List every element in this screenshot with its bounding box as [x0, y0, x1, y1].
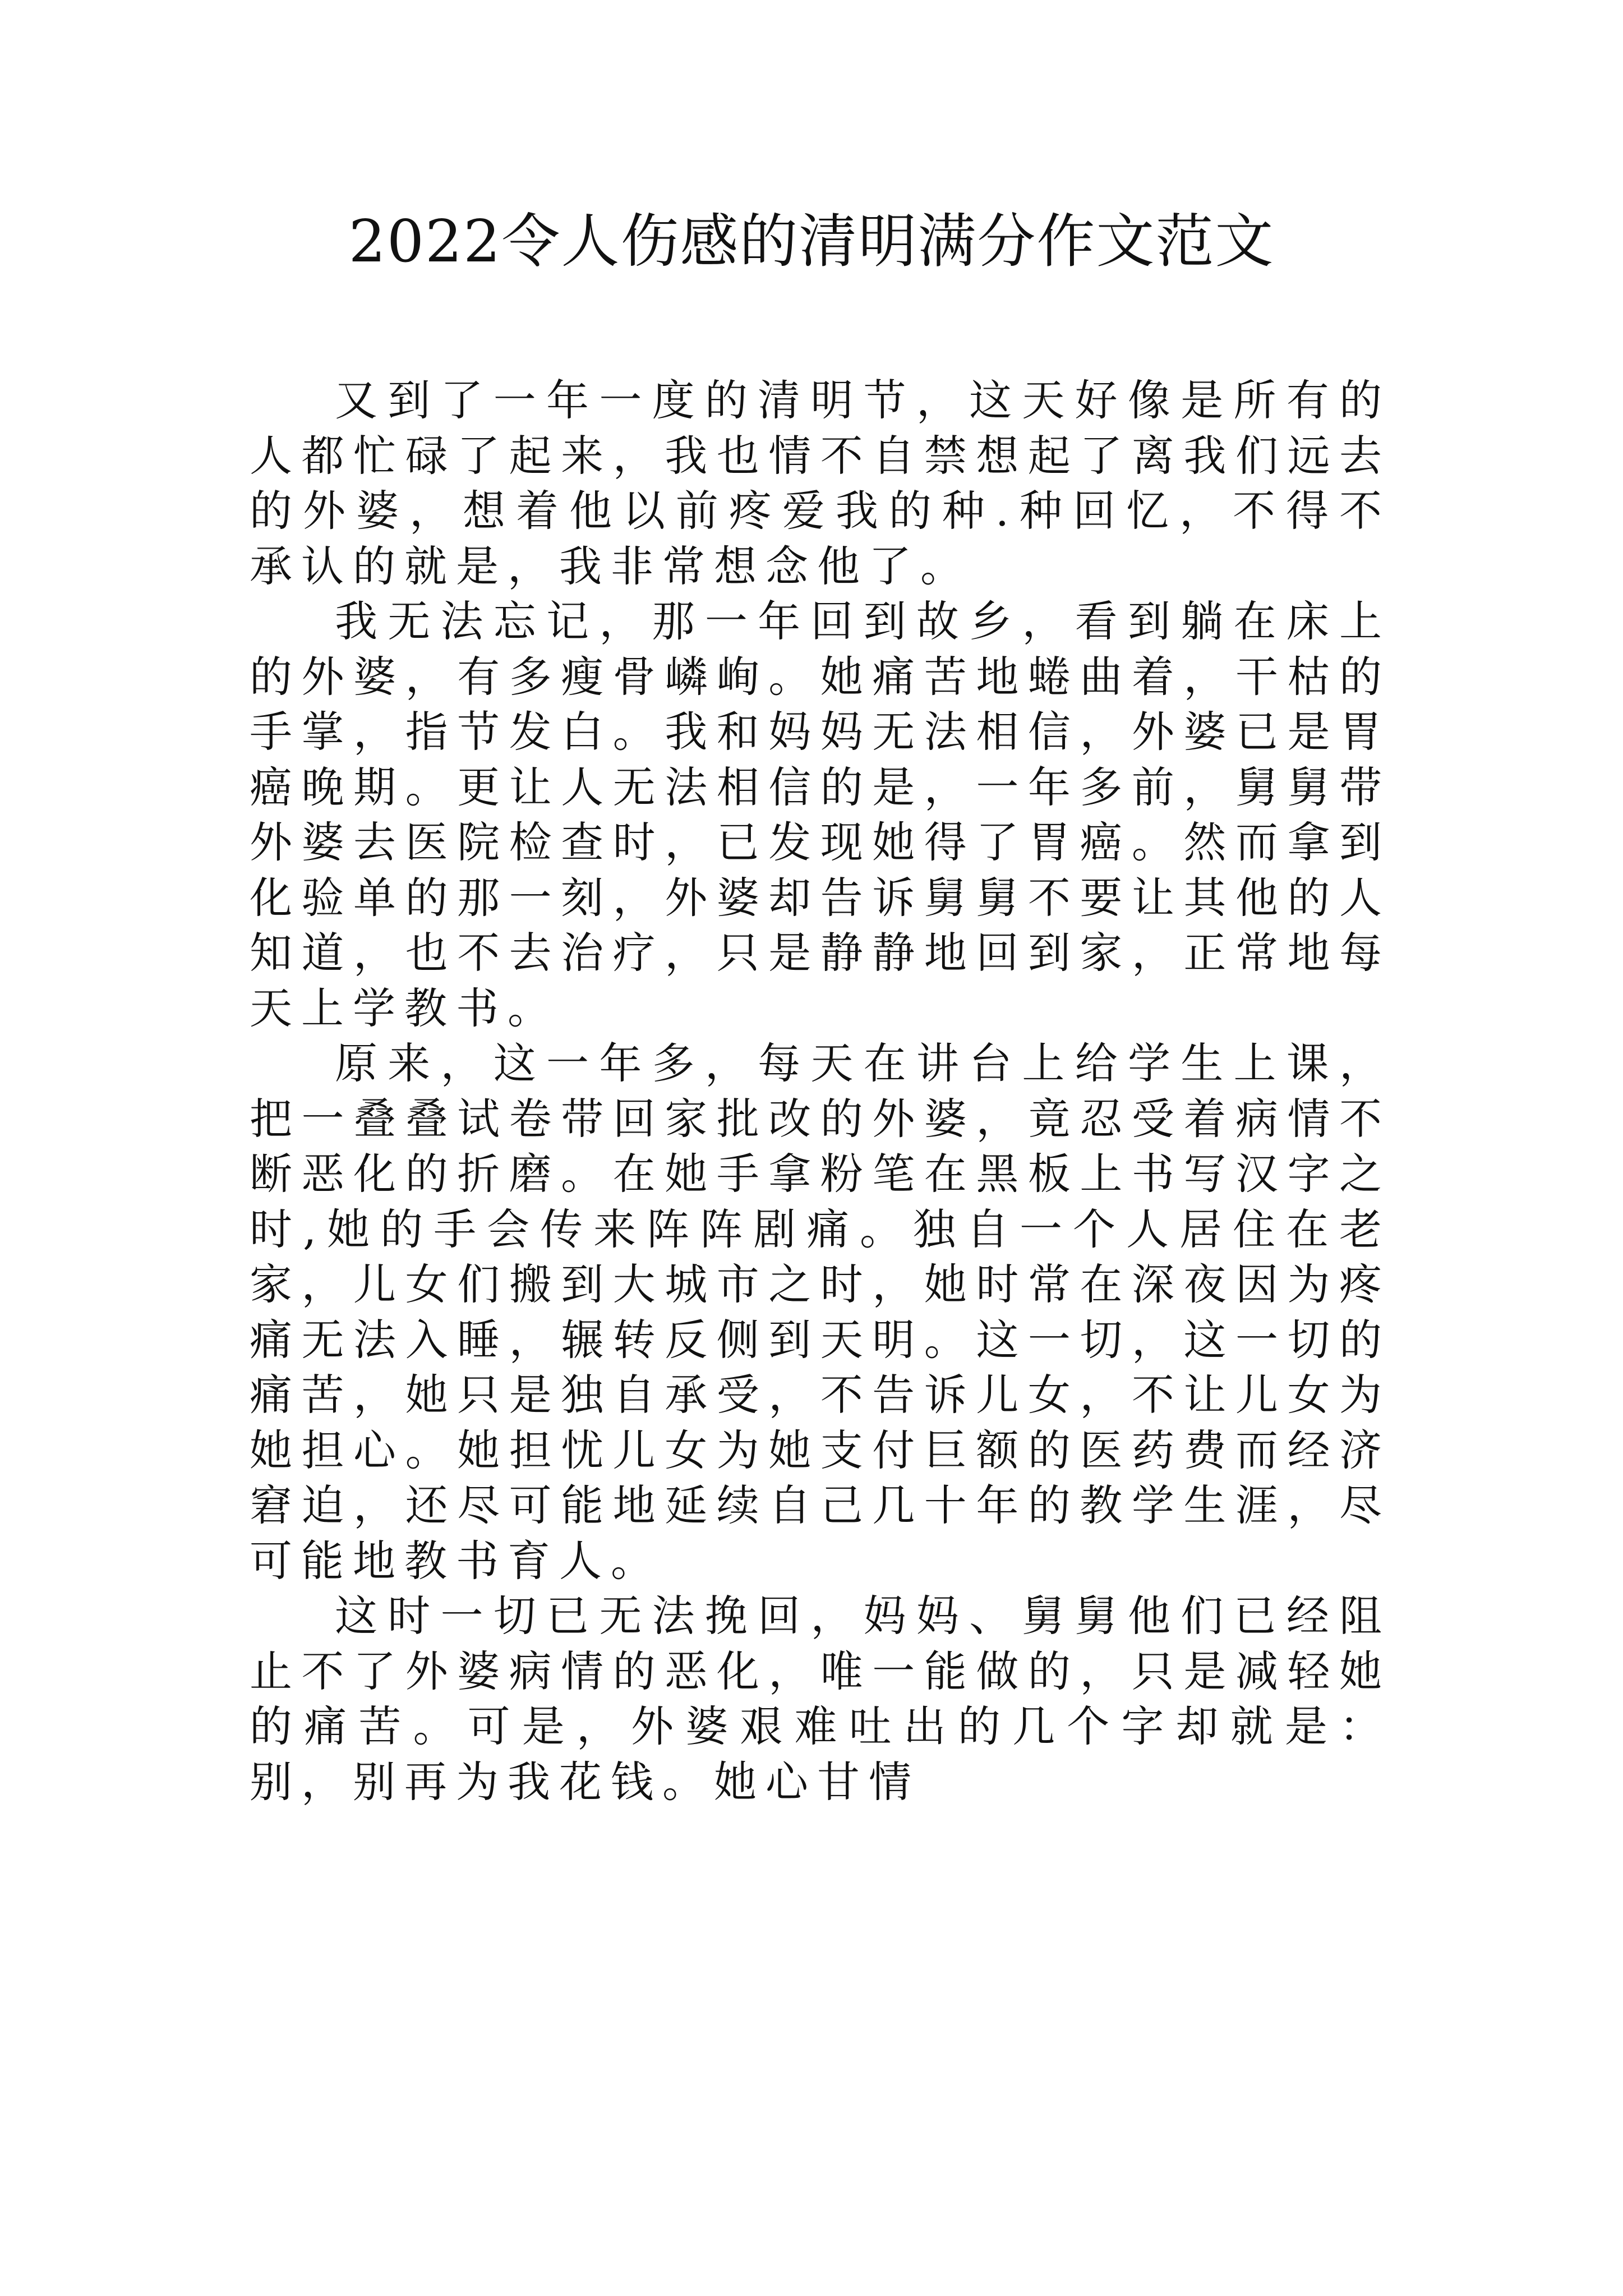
document-body [250, 373, 1391, 1810]
document-title: 2022令人伤感的清明满分作文范文 [348, 207, 1275, 275]
paragraph-1: 又到了一年一度的清明节，这天好像是所有的人都忙碌了起来，我也情不自禁想起了离我们远去的外婆，想着他以前疼爱我的种.种回忆，不得不承认的就是，我非常想念他了。 [250, 375, 1391, 591]
paragraph-2: 我无法忘记，那一年回到故乡，看到躺在床上的外婆，有多瘦骨嶙峋。她痛苦地蜷曲着，干枯的手掌，指节发白。我和妈妈无法相信，外婆已是胃癌晚期。更让人无法相信的是，一年多前，舅舅带外婆去医院检查时，已发现她得了胃癌。然而拿到化验单的那一刻，外婆却告诉舅舅不要让其他的人知道，也不去治疗，只是静静地回到家，正常地每天上学教书。 [250, 596, 1391, 1033]
paragraph-3: 原来，这一年多，每天在讲台上给学生上课，把一叠叠试卷带回家批改的外婆，竟忍受着病情不断恶化的折磨。在她手拿粉笔在黑板上书写汉字之时,她的手会传来阵阵剧痛。独自一个人居住在老家，儿女们搬到大城市之时，她时常在深夜因为疼痛无法入睡，辗转反侧到天明。这一切，这一切的痛苦，她只是独自承受，不告诉儿女，不让儿女为她担心。她担忧儿女为她支付巨额的医药费而经济窘迫，还尽可能地延续自己几十年的教学生涯，尽可能地教书育人。 [250, 1038, 1391, 1586]
paragraph-4: 这时一切已无法挽回，妈妈、舅舅他们已经阻止不了外婆病情的恶化，唯一能做的，只是减轻她的痛苦。可是，外婆艰难吐出的几个字却就是：别，别再为我花钱。她心甘情 [250, 1591, 1391, 1807]
